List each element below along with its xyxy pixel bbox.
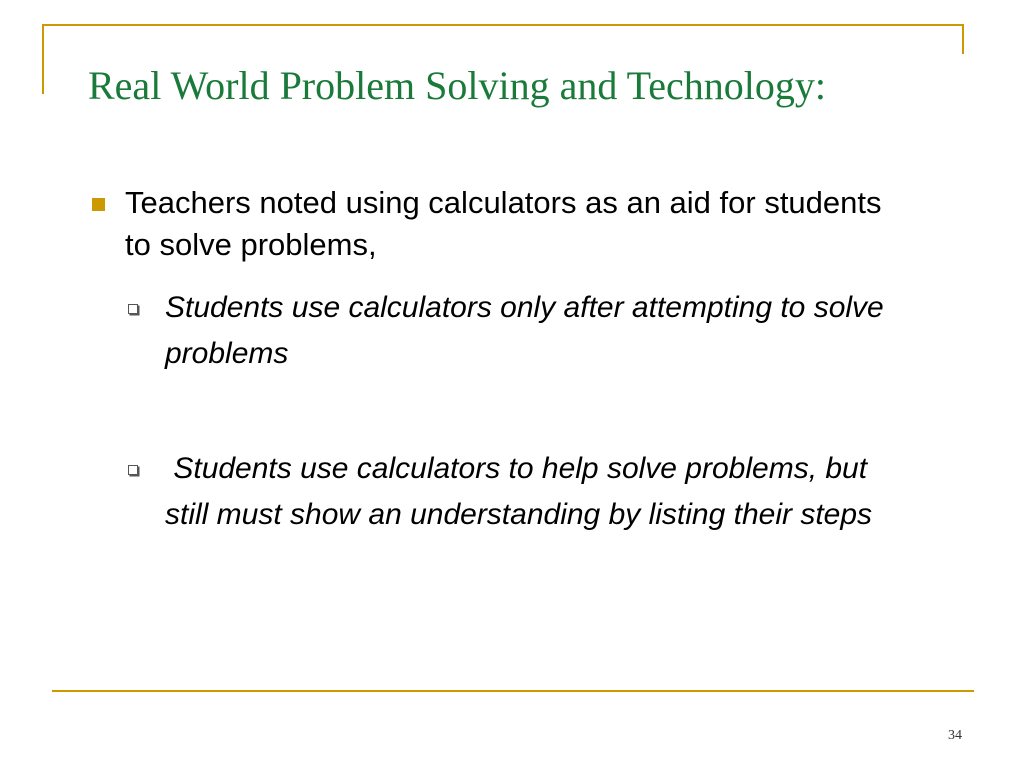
frame-top-line (42, 24, 964, 26)
bullet-text: Teachers noted using calculators as an aid for students to solve problems, (125, 185, 882, 262)
footer-line (52, 690, 974, 692)
sub-bullet-text: Students use calculators only after attempting to solve problems (165, 291, 893, 370)
page-number: 34 (948, 728, 962, 743)
frame-right-line (962, 24, 964, 54)
hollow-square-bullet-icon (128, 304, 138, 314)
hollow-square-bullet-icon (128, 465, 138, 475)
frame-left-line (42, 24, 44, 94)
sub-bullet-text: Students use calculators to help solve problems, but still must show an understanding by listing their steps (165, 452, 876, 531)
slide-title: Real World Problem Solving and Technology: (88, 63, 826, 108)
square-bullet-icon (92, 198, 105, 211)
